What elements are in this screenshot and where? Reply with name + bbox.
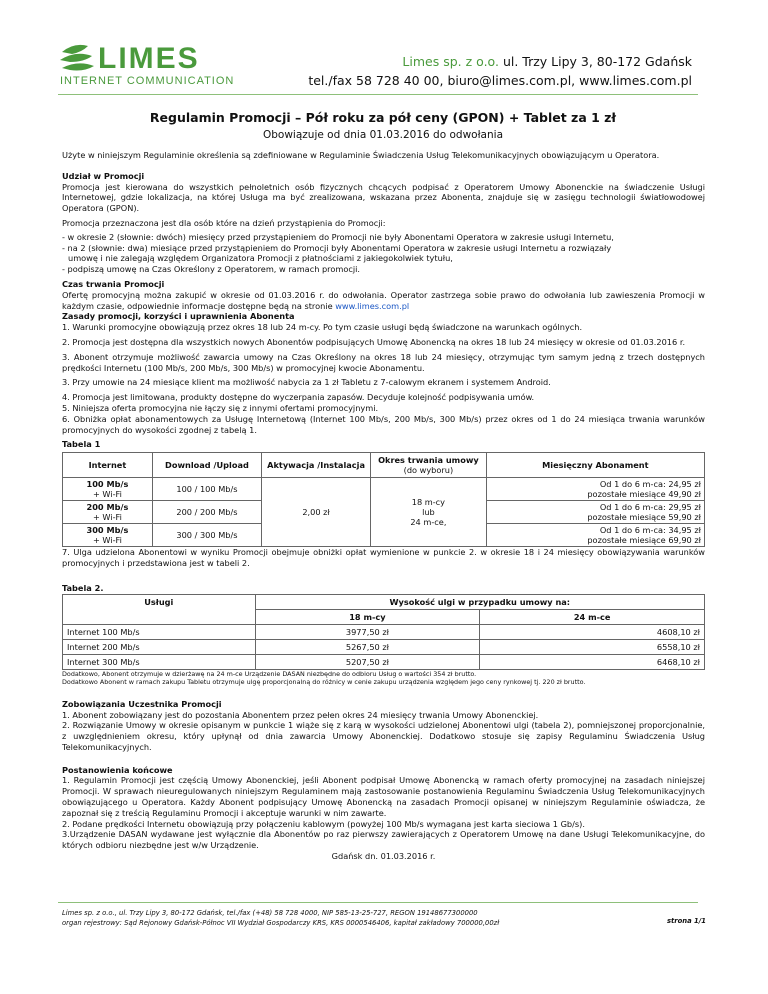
cell-internet: 100 Mb/s + Wi-Fi: [63, 478, 153, 501]
section-heading-czas: Czas trwania Promocji: [62, 278, 165, 289]
th-service: Usługi: [63, 594, 256, 624]
table-row: [63, 478, 705, 501]
company-contact: tel./fax 58 728 40 00, biuro@limes.com.pl, www.limes.com.pl: [308, 73, 692, 88]
udzial-item: - w okresie 2 (słownie: dwóch) miesięcy przed przystąpieniem do Promocji nie były Abonentami Operatora w zakresie usługi Internetu,: [62, 231, 614, 242]
th-relief: Wysokość ulgi w przypadku umowy na:: [255, 594, 704, 609]
section-heading-udzial: Udział w Promocji: [62, 170, 145, 181]
zasady-item: 5. Niniejsza oferta promocyjna nie łączy się z innymi ofertami promocyjnymi.: [62, 402, 379, 413]
zobowiazania-item: 1. Abonent zobowiązany jest do pozostania Abonentem przez pełen okres 24 miesięcy trwania Umowy Abonenckiej.: [62, 709, 539, 720]
footer-line-2: organ rejestrowy: Sąd Rejonowy Gdańsk-Północ VII Wydział Gospodarczy KRS, KRS 0000546406, kapitał zakładowy 700000,00zł: [62, 919, 500, 927]
udzial-paragraph-2: Promocja przeznaczona jest dla osób które na dzień przystąpienia do Promocji:: [62, 217, 386, 228]
company-name: Limes sp. z o.o.: [402, 54, 499, 69]
th-18: 18 m-cy: [255, 609, 480, 624]
footer: [62, 908, 622, 928]
udzial-item: - podpiszą umowę na Czas Określony z Operatorem, w ramach promocji.: [62, 264, 361, 275]
cell-internet: 200 Mb/s + Wi-Fi: [63, 501, 153, 524]
udzial-item: - na 2 (słownie: dwa) miesiące przed przystąpieniem do Promocji były Abonentami Operatora w zakresie usługi Internetu a rozwiązały: [62, 242, 612, 253]
th-24: 24 m-ce: [480, 609, 705, 624]
table1-label: Tabela 1: [62, 439, 101, 450]
cell-24: 6558,10 zł: [480, 639, 705, 654]
zasady-item: 1. Warunki promocyjne obowiązują przez okres 18 lub 24 m-cy. Po tym czasie usługi będą świadczone na warunkach ogólnych.: [62, 322, 583, 333]
intro-text: Użyte w niniejszym Regulaminie określenia są zdefiniowane w Regulaminie Świadczenia Usług Telekomunikacyjnych obowiązującym u Operatora.: [62, 150, 660, 160]
postanowienia-item: 2. Podane prędkości Internetu obowiązują przy połączeniu kablowym (powyżej 100 Mb/s wymagana jest karta sieciowa 1 Gb/s).: [62, 818, 585, 829]
header-divider: [58, 94, 698, 95]
th-fee: Miesięczny Abonament: [486, 453, 704, 478]
cell-speed: 100 / 100 Mb/s: [152, 478, 261, 501]
czas-text: Ofertę promocyjną można zakupić w okresie od 01.03.2016 r. do odwołania. Operator zastrzega sobie prawo do odwołania lub zawieszenia Promocji w każdym czasie, odpowiednie informacje dostępne będą na stronie www.limes.com.pl: [62, 289, 705, 311]
udzial-paragraph-1: Promocja jest kierowana do wszystkich pełnoletnich osób fizycznych chcących podpisać z Operatorem Umowy Abonenckie na świadczenie Usługi Internetowej, gdzie lokalizacja, na której Usługa ma być zrealizowana, wskazana przez Abonenta, znajduje się w zasięgu technologii światłowodowej Operatora (GPON).: [62, 181, 705, 214]
cell-24: 6468,10 zł: [480, 654, 705, 669]
zasady-item: 3. Abonent otrzymuje możliwość zawarcia umowy na Czas Określony na okres 18 lub 24 miesięcy, otrzymując tym samym jedną z trzech dostępnych prędkości Internetu (100 Mb/s, 200 Mb/s, 300 Mb/s) w promocyjnej kwocie Abonamentu.: [62, 351, 705, 373]
footer-divider: [58, 902, 698, 903]
section-heading-zobowiazania: Zobowiązania Uczestnika Promocji: [62, 698, 222, 709]
cell-speed: 200 / 200 Mb/s: [152, 501, 261, 524]
cell-service: Internet 300 Mb/s: [63, 654, 256, 669]
table-header-row: [63, 594, 705, 609]
limes-logo: [58, 38, 258, 88]
zasady-item: 3. Przy umowie na 24 miesiące klient ma możliwość nabycia za 1 zł Tabletu z 7-calowym ekranem i systemem Android.: [62, 377, 551, 388]
document-title: Regulamin Promocji – Pół roku za pół ceny (GPON) + Tablet za 1 zł: [149, 110, 617, 125]
document-body: [62, 150, 705, 866]
th-period: Okres trwania umowy (do wyboru): [371, 453, 487, 478]
section-heading-zasady: Zasady promocji, korzyści i uprawnienia Abonenta: [62, 311, 295, 322]
page-number: strona 1/1: [666, 917, 706, 925]
company-address: ul. Trzy Lipy 3, 80-172 Gdańsk: [502, 54, 692, 69]
signature-date: Gdańsk dn. 01.03.2016 r.: [331, 851, 436, 862]
table-row: [63, 624, 705, 639]
cell-service: Internet 200 Mb/s: [63, 639, 256, 654]
zasady-item: 2. Promocja jest dostępna dla wszystkich nowych Abonentów podpisujących Umowę Abonencką na okres 18 lub 24 miesięcy w okresie od 01.03.2016 r.: [62, 336, 686, 347]
table-header-row: [63, 453, 705, 478]
table-1: [62, 452, 705, 547]
table2-label: Tabela 2.: [62, 582, 104, 593]
company-header: [308, 52, 692, 90]
table-2: [62, 594, 705, 670]
postanowienia-item: 3.Urządzenie DASAN wydawane jest wyłącznie dla Abonentów po raz pierwszy zawierających z Operatorem Umowę na dane Usługi Telekomunikacyjne, do których odbioru niezbędne jest w/w Urządzenie.: [62, 829, 705, 851]
table-row: [63, 639, 705, 654]
cell-18: 3977,50 zł: [255, 624, 480, 639]
postanowienia-item: 1. Regulamin Promocji jest częścią Umowy Abonenckiej, jeśli Abonent podpisał Umowę Abonencką w ramach oferty promocyjnej na zasadach niniejszej Promocji. W sprawach nieuregulowanych niniejszym Regulaminem mają zastosowanie postanowienia Regulaminu Świadczenia Usług Telekomunikacyjnych obowiązującego u Operatora. Każdy Abonent podpisujący Umowę Abonencką na zasadach Promocji opisanej w niniejszym Regulaminie oświadcza, że zapoznał się z treścią Regulaminu Promocji i akceptuje warunki w nim zawarte.: [62, 775, 705, 818]
th-activation: Aktywacja /Instalacja: [262, 453, 371, 478]
cell-24: 4608,10 zł: [480, 624, 705, 639]
cell-service: Internet 100 Mb/s: [63, 624, 256, 639]
svg-text:INTERNET COMMUNICATION: INTERNET COMMUNICATION: [60, 75, 235, 87]
cell-fee: Od 1 do 6 m-ca: 34,95 zł pozostałe miesiące 69,90 zł: [486, 524, 704, 547]
cell-period: 18 m-cy lub 24 m-ce,: [371, 478, 487, 547]
section-heading-postanowienia: Postanowienia końcowe: [62, 764, 173, 775]
cell-18: 5207,50 zł: [255, 654, 480, 669]
zasady-item: 6. Obniżka opłat abonamentowych za Usługę Internetową (Internet 100 Mb/s, 200 Mb/s, 300 Mb/s) przez okres od 1 do 24 miesiąca trwania warunków promocyjnych do wysokości zgodnej z tabelą 1.: [62, 413, 705, 435]
cell-fee: Od 1 do 6 m-ca: 29,95 zł pozostałe miesiące 59,90 zł: [486, 501, 704, 524]
th-internet: Internet: [63, 453, 153, 478]
svg-text:LIMES: LIMES: [98, 42, 200, 75]
zobowiazania-item: 2. Rozwiązanie Umowy w okresie opisanym w punkcie 1 wiąże się z karą w wysokości udzielonej Abonentowi ulgi (tabela 2), pomniejszonej proporcjonalnie, z uwzględnieniem okresu, który upłynął od dnia zawarcia Umowy Abonenckiej. Dodatkowo stosuje się zapisy Regulaminu Świadczenia Usług Telekomunikacyjnych.: [62, 720, 705, 752]
th-download: Download /Upload: [152, 453, 261, 478]
udzial-item: umowę i nie zalegają względem Organizatora Promocji z płatnościami z jakiegokolwiek tytułu,: [68, 253, 453, 264]
cell-fee: Od 1 do 6 m-ca: 24,95 zł pozostałe miesiące 49,90 zł: [486, 478, 704, 501]
footer-line-1: Limes sp. z o.o., ul. Trzy Lipy 3, 80-172 Gdańsk, tel./fax (+48) 58 728 4000, NIP 585-13-25-727, REGON 19148677300000: [62, 909, 478, 917]
table-row: [63, 654, 705, 669]
cell-activation: 2,00 zł: [262, 478, 371, 547]
zasady-item: 4. Promocja jest limitowana, produkty dostępne do wyczerpania zapasów. Decyduje kolejność podpisywania umów.: [62, 392, 535, 403]
document-subtitle: Obowiązuje od dnia 01.03.2016 do odwołania: [262, 129, 504, 141]
cell-speed: 300 / 300 Mb/s: [152, 524, 261, 547]
item-7: 7. Ulga udzielona Abonentowi w wyniku Promocji obejmuje obniżki opłat wymienione w punkcie 2. w okresie 18 i 24 miesięcy obowiązywania warunków promocyjnych i przedstawiona jest w tabeli 2.: [62, 547, 705, 568]
website-link[interactable]: www.limes.com.pl: [335, 300, 410, 311]
cell-internet: 300 Mb/s + Wi-Fi: [63, 524, 153, 547]
table2-note: Dodatkowo Abonent w ramach zakupu Tabletu otrzymuje ulgę proporcjonalną do różnicy w cenie zakupu urządzenia względem jego ceny rynkowej tj. 220 zł brutto.: [62, 678, 586, 687]
table2-note: Dodatkowo, Abonent otrzymuje w dzierżawę na 24 m-ce Urządzenie DASAN niezbędne do odbioru Usług o wartości 354 zł brutto.: [62, 669, 477, 678]
cell-18: 5267,50 zł: [255, 639, 480, 654]
